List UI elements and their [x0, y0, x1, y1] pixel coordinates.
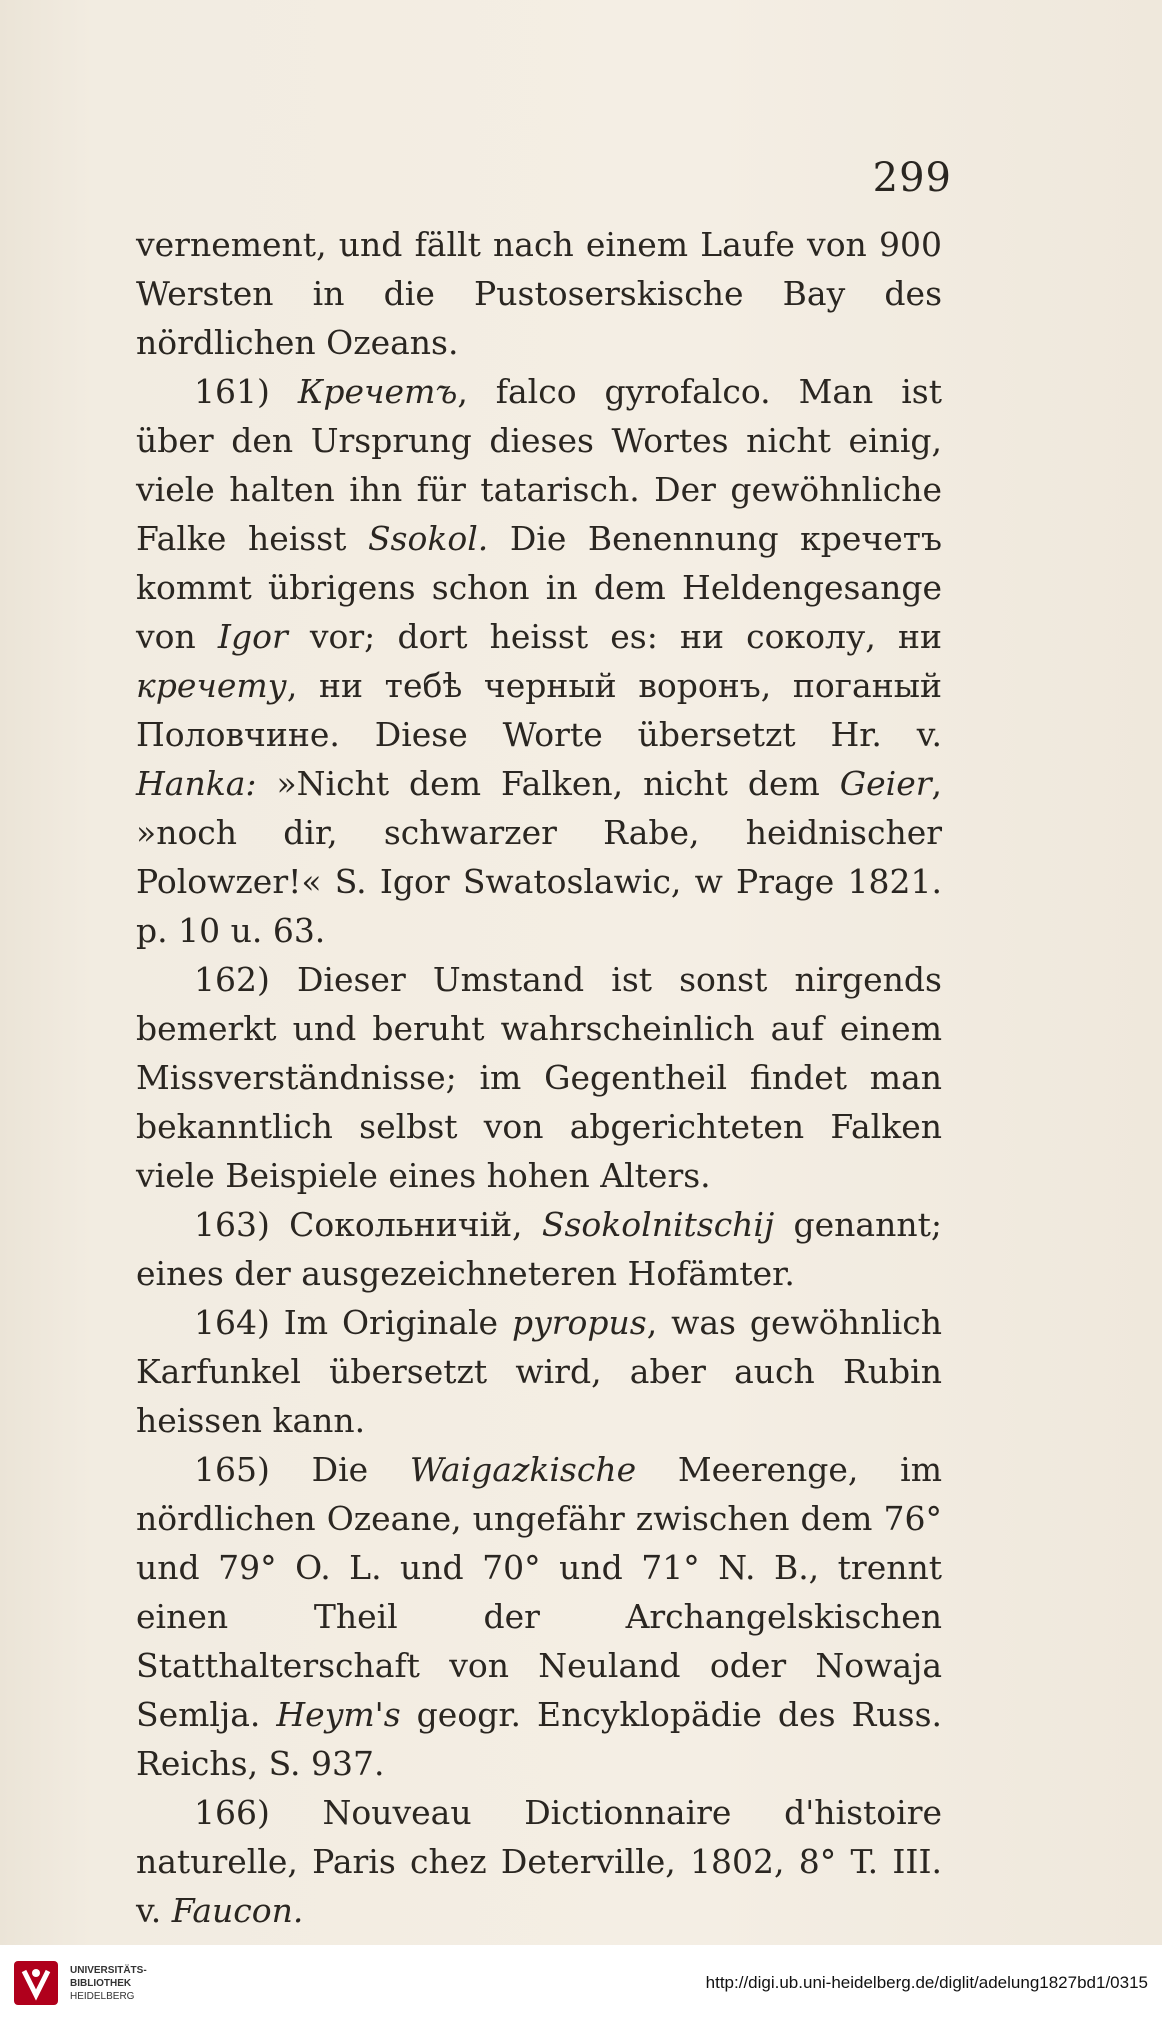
text-run: vernement, und fällt nach einem Laufe von 900 Wersten in die Pustoserskische Bay des nördlichen Ozeans. — [136, 225, 942, 362]
library-logo-icon — [12, 1959, 60, 2007]
text-run: 163) Сокольничій, — [194, 1205, 542, 1244]
text-run: , »noch dir, schwarzer Rabe, heidnischer Polowzer!« S. Igor Swatoslawic, w Prage 1821. p. 10 u. 63. — [136, 764, 942, 950]
text-run: , was gewöhnlich Karfunkel übersetzt wird, aber auch Rubin heissen kann. — [136, 1303, 942, 1440]
text-run: 162) Dieser Umstand ist sonst nirgends bemerkt und beruht wahrscheinlich auf einem Missverständnisse; im Gegentheil findet man bekanntlich selbst von abgerichteten Falken viele Beispiele eines hohen Alters. — [136, 960, 942, 1195]
paragraph — [136, 1788, 942, 1935]
text-run: »Nicht dem Falken, nicht dem — [256, 764, 840, 803]
text-run: 164) Im Originale — [194, 1303, 512, 1342]
text-run: vor; dort heisst es: ни соколу, ни — [287, 617, 942, 656]
body-text — [136, 220, 942, 1935]
text-run: Die Benennung кречетъ kommt übrigens schon in dem Heldengesange von — [136, 519, 943, 656]
text-run: 161) — [194, 372, 298, 411]
italic-term: pyropus — [511, 1303, 647, 1342]
library-logo-text — [70, 1964, 147, 2003]
text-run: 166) Nouveau Dictionnaire d'histoire naturelle, Paris chez Deterville, 1802, 8° T. III. v. — [136, 1793, 942, 1930]
italic-term: Faucon. — [171, 1891, 304, 1930]
paragraph — [136, 1445, 942, 1788]
italic-term: Geier — [839, 764, 932, 803]
logo-line: HEIDELBERG — [70, 1990, 135, 2002]
italic-term: Igor — [217, 617, 288, 656]
italic-term: Hanka: — [136, 764, 257, 803]
italic-term: Ssokolnitschij — [541, 1205, 775, 1244]
library-logo[interactable] — [12, 1959, 147, 2007]
text-run: , ни тебѣ черный воронъ, поганый Половчине. Diese Worte übersetzt Hr. v. — [136, 666, 942, 754]
paragraph — [136, 367, 942, 955]
italic-term: Waigazkische — [409, 1450, 637, 1489]
text-run: genannt; eines der ausgezeichneteren Hofämter. — [136, 1205, 942, 1293]
text-run: Meerenge, im nördlichen Ozeane, ungefähr zwischen dem 76° und 79° O. L. und 70° und 71° N. B., trennt einen Theil der Archangelskischen Statthalterschaft von Neuland oder Nowaja Semlja. — [136, 1450, 942, 1734]
italic-term: Кречетъ — [297, 372, 458, 411]
text-run: geogr. Encyklopädie des Russ. Reichs, S. 937. — [136, 1695, 942, 1783]
footer — [0, 1945, 1162, 2032]
italic-term: кречету — [136, 666, 287, 705]
text-run: 165) Die — [194, 1450, 410, 1489]
italic-term: Heym's — [276, 1695, 401, 1734]
page-number: 299 — [872, 155, 952, 201]
paragraph — [136, 220, 942, 367]
paragraph — [136, 1298, 942, 1445]
paragraph — [136, 1200, 942, 1298]
italic-term: Ssokol. — [367, 519, 489, 558]
paragraph — [136, 955, 942, 1200]
text-run: , falco gyrofalco. Man ist über den Ursprung dieses Wortes nicht einig, viele halten ihn für tatarisch. Der gewöhnliche Falke heisst — [136, 372, 942, 558]
logo-line: BIBLIOTHEK — [70, 1977, 132, 1989]
source-url[interactable]: http://digi.ub.uni-heidelberg.de/diglit/adelung1827bd1/0315 — [705, 1973, 1148, 1992]
logo-line: UNIVERSITÄTS- — [70, 1964, 147, 1976]
